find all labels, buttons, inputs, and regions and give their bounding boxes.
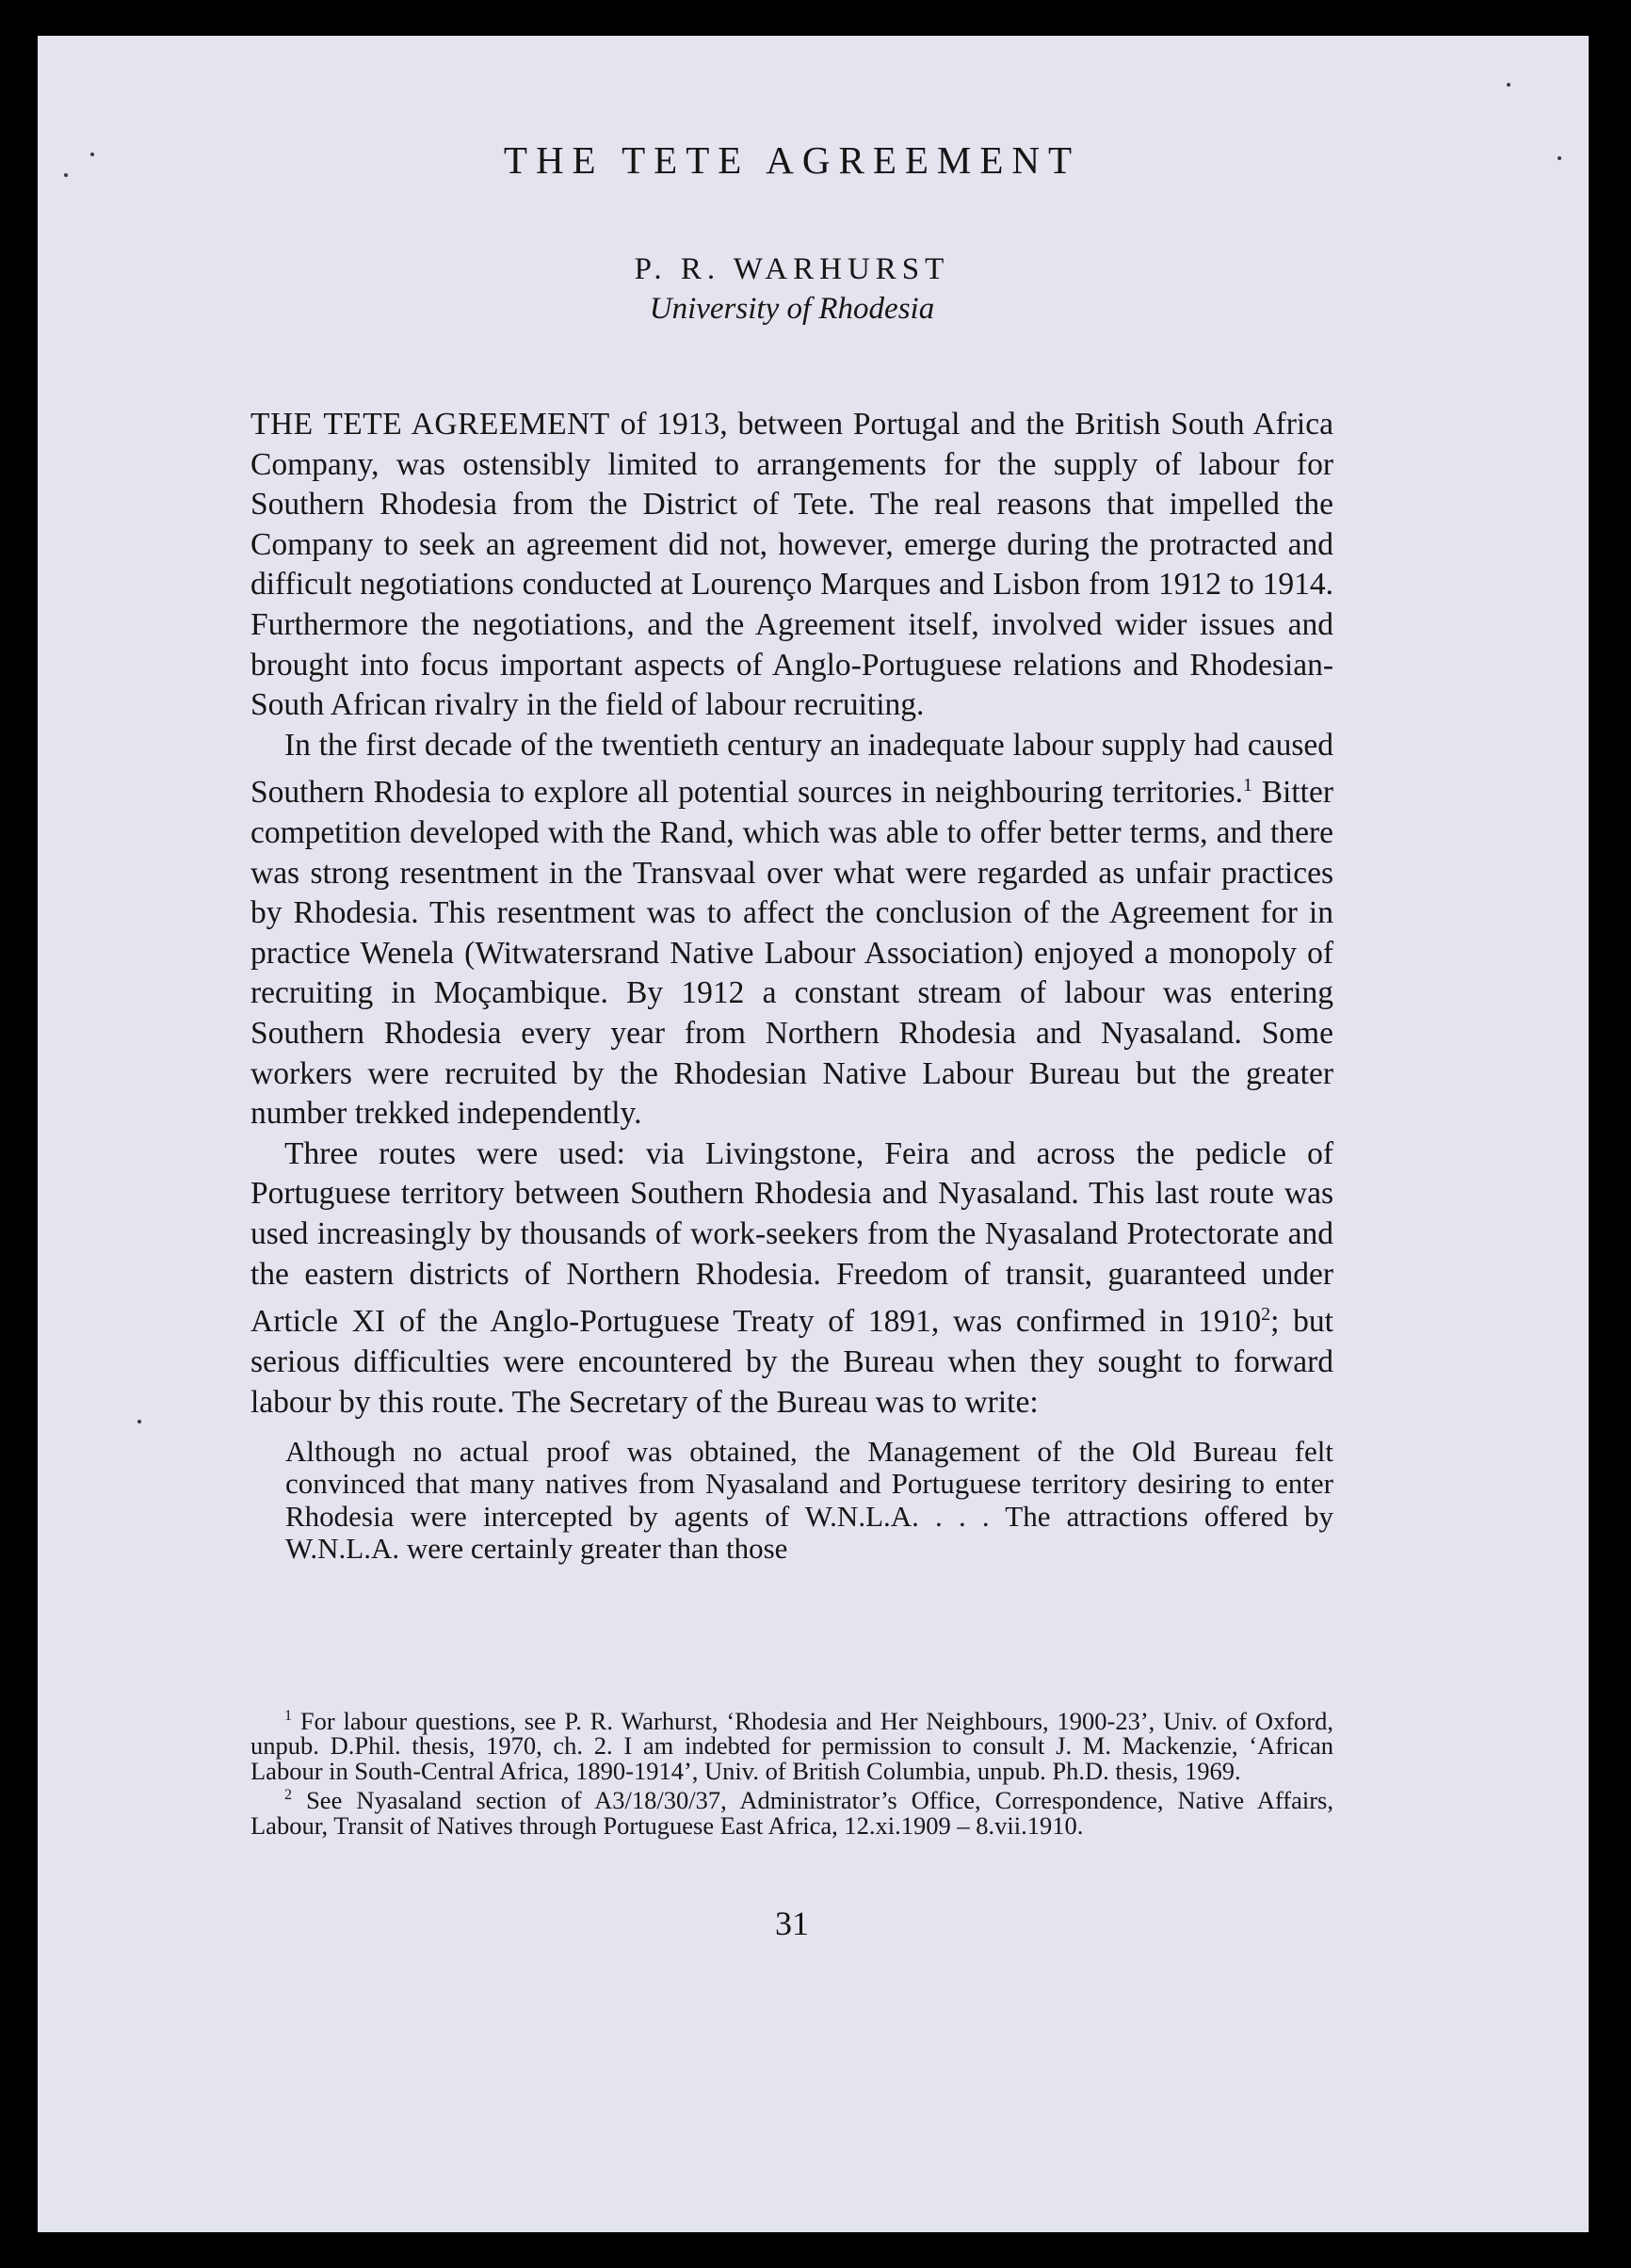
article-title: THE TETE AGREEMENT — [503, 138, 1081, 182]
footnote-marker-2: 2 — [284, 1787, 292, 1804]
lead-small-caps: THE TETE AGREEMENT — [250, 407, 610, 442]
article-body — [250, 405, 1333, 1565]
footnote-2 — [250, 1783, 1333, 1838]
page-number: 31 — [775, 1905, 809, 1942]
speck-mark — [64, 173, 68, 177]
footnote-1-text: For labour questions, see P. R. Warhurst, ‘Rhodesia and Her Neighbours, 1900-23’, Univ. of Oxford, unpub. D.Phil. thesis, 1970, ch. 2. I am indebted for permission to consult J. M. Mackenzie, ‘African Labour in South-Central Africa, 1890-1914’, Univ. of British Columbia, unpub. Ph.D. thesis, 1969. — [250, 1706, 1333, 1785]
author-name: P. R. WARHURST — [634, 252, 950, 286]
footnote-1 — [250, 1704, 1333, 1783]
paragraph-1-text: of 1913, between Portugal and the British South Africa Company, was ostensibly limited to arrangements for the supply of labour for Southern Rhodesia from the District of Tete. The real reasons that impelled the Company to seek an agreement did not, however, emerge during the protracted and difficult negotiations conducted at Lourenço Marques and Lisbon from 1912 to 1914. Furthermore the negotiations, and the Agreement itself, involved wider issues and brought into focus important aspects of Anglo-Portuguese relations and Rhodesian-South African rivalry in the field of labour recruiting. — [250, 407, 1333, 723]
speck-mark — [90, 153, 94, 156]
paragraph-1 — [250, 405, 1333, 726]
paragraph-3-text-a: Three routes were used: via Livingstone, Feira and across the pedicle of Portuguese territory between Southern Rhodesia and Nyasaland. This last route was used increasingly by thousands of work-seekers from the Nyasaland Protectorate and the eastern districts of Northern Rhodesia. Freedom of transit, guaranteed under Article XI of the Anglo-Portuguese Treaty of 1891, was confirmed in 1910 — [250, 1135, 1333, 1340]
author-affiliation: University of Rhodesia — [649, 292, 935, 326]
paragraph-3 — [250, 1134, 1333, 1423]
block-quote: Although no actual proof was obtained, the Management of the Old Bureau felt convinced that many natives from Nyasaland and Portuguese territory desiring to enter Rhodesia were intercepted by agents of W.N.L.A. . . . The attractions offered by W.N.L.A. were certainly greater than those — [285, 1435, 1333, 1566]
page-column — [250, 0, 1333, 2268]
paragraph-2-text-b: Bitter competition developed with the Rand, which was able to offer better terms, and there was strong resentment in the Transvaal over what were regarded as unfair practices by Rhodesia. This resentment was to affect the conclusion of the Agreement for in practice Wenela (Witwatersrand Native Labour Association) enjoyed a monopoly of recruiting in Moçambique. By 1912 a constant stream of labour was entering Southern Rhodesia every year from Northern Rhodesia and Nyasaland. Some workers were recruited by the Rhodesian Native Labour Bureau but the greater number trekked independently. — [250, 775, 1334, 1132]
footnote-marker-1: 1 — [284, 1708, 292, 1724]
footnote-ref-1: 1 — [1243, 775, 1252, 796]
speck-mark — [1558, 156, 1561, 160]
speck-mark — [1507, 83, 1510, 87]
footnote-2-text: See Nyasaland section of A3/18/30/37, Administrator’s Office, Correspondence, Native Affairs, Labour, Transit of Natives through Portuguese East Africa, 12.xi.1909 – 8.vii.1910. — [250, 1786, 1333, 1840]
paragraph-2 — [250, 726, 1333, 1134]
footnotes — [250, 1704, 1333, 1838]
footnote-ref-2: 2 — [1261, 1304, 1271, 1326]
paragraph-2-text-a: In the first decade of the twentieth century an inadequate labour supply had caused Southern Rhodesia to explore all potential sources in neighbouring territories. — [250, 727, 1333, 811]
paragraph-3-text-b: ; but serious difficulties were encountered by the Bureau when they sought to forward labour by this route. The Secretary of the Bureau was to write: — [250, 1304, 1333, 1420]
speck-mark — [137, 1420, 141, 1424]
